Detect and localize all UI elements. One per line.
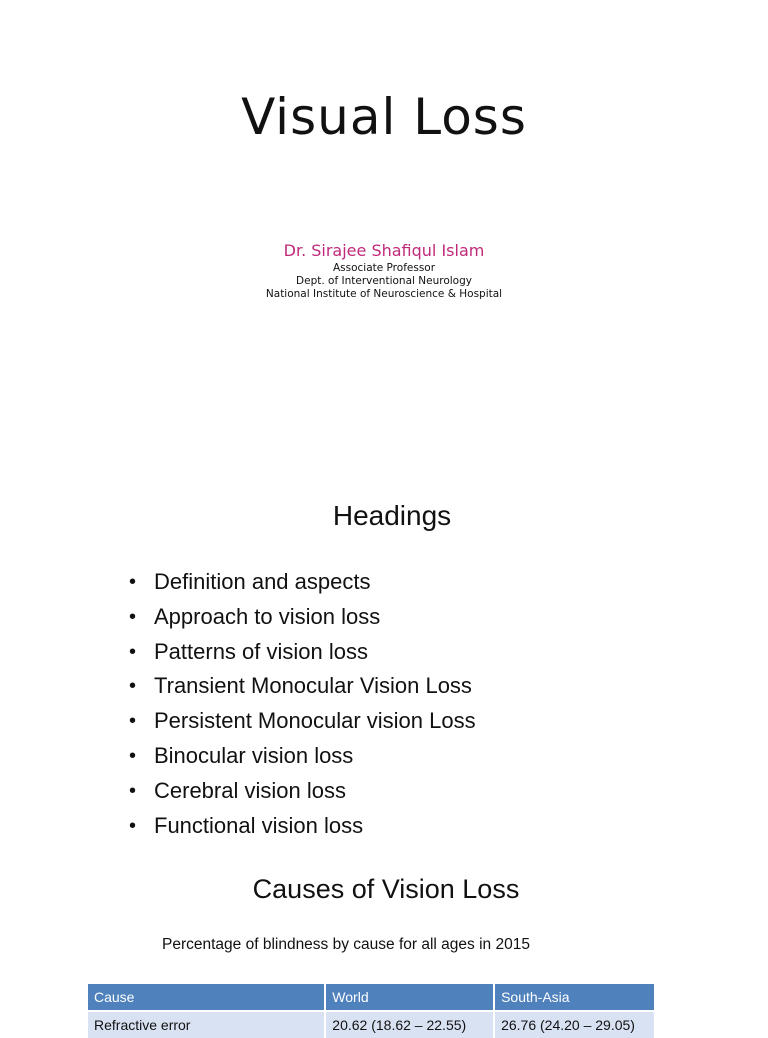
author-institution: National Institute of Neuroscience & Hospital: [265, 288, 503, 300]
table-cell: 20.62 (18.62 – 22.55): [325, 1011, 494, 1038]
list-item-text: Binocular vision loss: [154, 742, 354, 768]
list-item: [128, 669, 476, 704]
causes-title: Causes of Vision Loss: [252, 874, 520, 904]
column-header-world: World: [325, 984, 494, 1011]
author-position: Associate Professor: [332, 262, 436, 274]
table-cell: 26.76 (24.20 – 29.05): [494, 1011, 655, 1038]
list-item: [128, 704, 476, 739]
list-item: [128, 600, 476, 635]
content-slide: [0, 470, 768, 1033]
list-item: [128, 635, 476, 670]
slide-title: Visual Loss: [241, 88, 527, 146]
list-item-text: Patterns of vision loss: [154, 638, 368, 664]
bullet-icon: •: [129, 571, 137, 593]
list-item: [128, 774, 476, 809]
list-item: [128, 809, 476, 844]
list-item: [128, 565, 476, 600]
table-caption: Percentage of blindness by cause for all ages in 2015: [162, 936, 530, 953]
bullet-icon: •: [129, 814, 137, 837]
bullet-icon: •: [129, 744, 137, 767]
bullet-icon: •: [129, 710, 137, 733]
list-item-text: Transient Monocular Vision Loss: [154, 673, 472, 699]
list-item-text: Approach to vision loss: [154, 603, 381, 629]
author-department: Dept. of Interventional Neurology: [296, 275, 472, 287]
list-item-text: Persistent Monocular vision Loss: [154, 708, 476, 734]
list-item-text: Functional vision loss: [154, 812, 364, 838]
headings-list: [128, 565, 476, 843]
headings-title: Headings: [332, 500, 452, 531]
list-item-text: Cerebral vision loss: [154, 777, 346, 803]
title-slide: [0, 0, 768, 470]
table-cell: Refractive error: [88, 1011, 325, 1038]
list-item-text: Definition and aspects: [154, 569, 371, 594]
list-item: [128, 739, 476, 774]
column-header-south-asia: South-Asia: [494, 984, 655, 1011]
bullet-icon: •: [129, 779, 137, 802]
bullet-icon: •: [129, 640, 137, 663]
table-row: [88, 1011, 655, 1038]
author-name: Dr. Sirajee Shafiqul Islam: [283, 241, 485, 260]
table-header-row: [88, 984, 655, 1011]
bullet-icon: •: [129, 675, 137, 698]
column-header-cause: Cause: [88, 984, 325, 1011]
causes-table: [88, 984, 656, 1038]
bullet-icon: •: [129, 605, 137, 628]
